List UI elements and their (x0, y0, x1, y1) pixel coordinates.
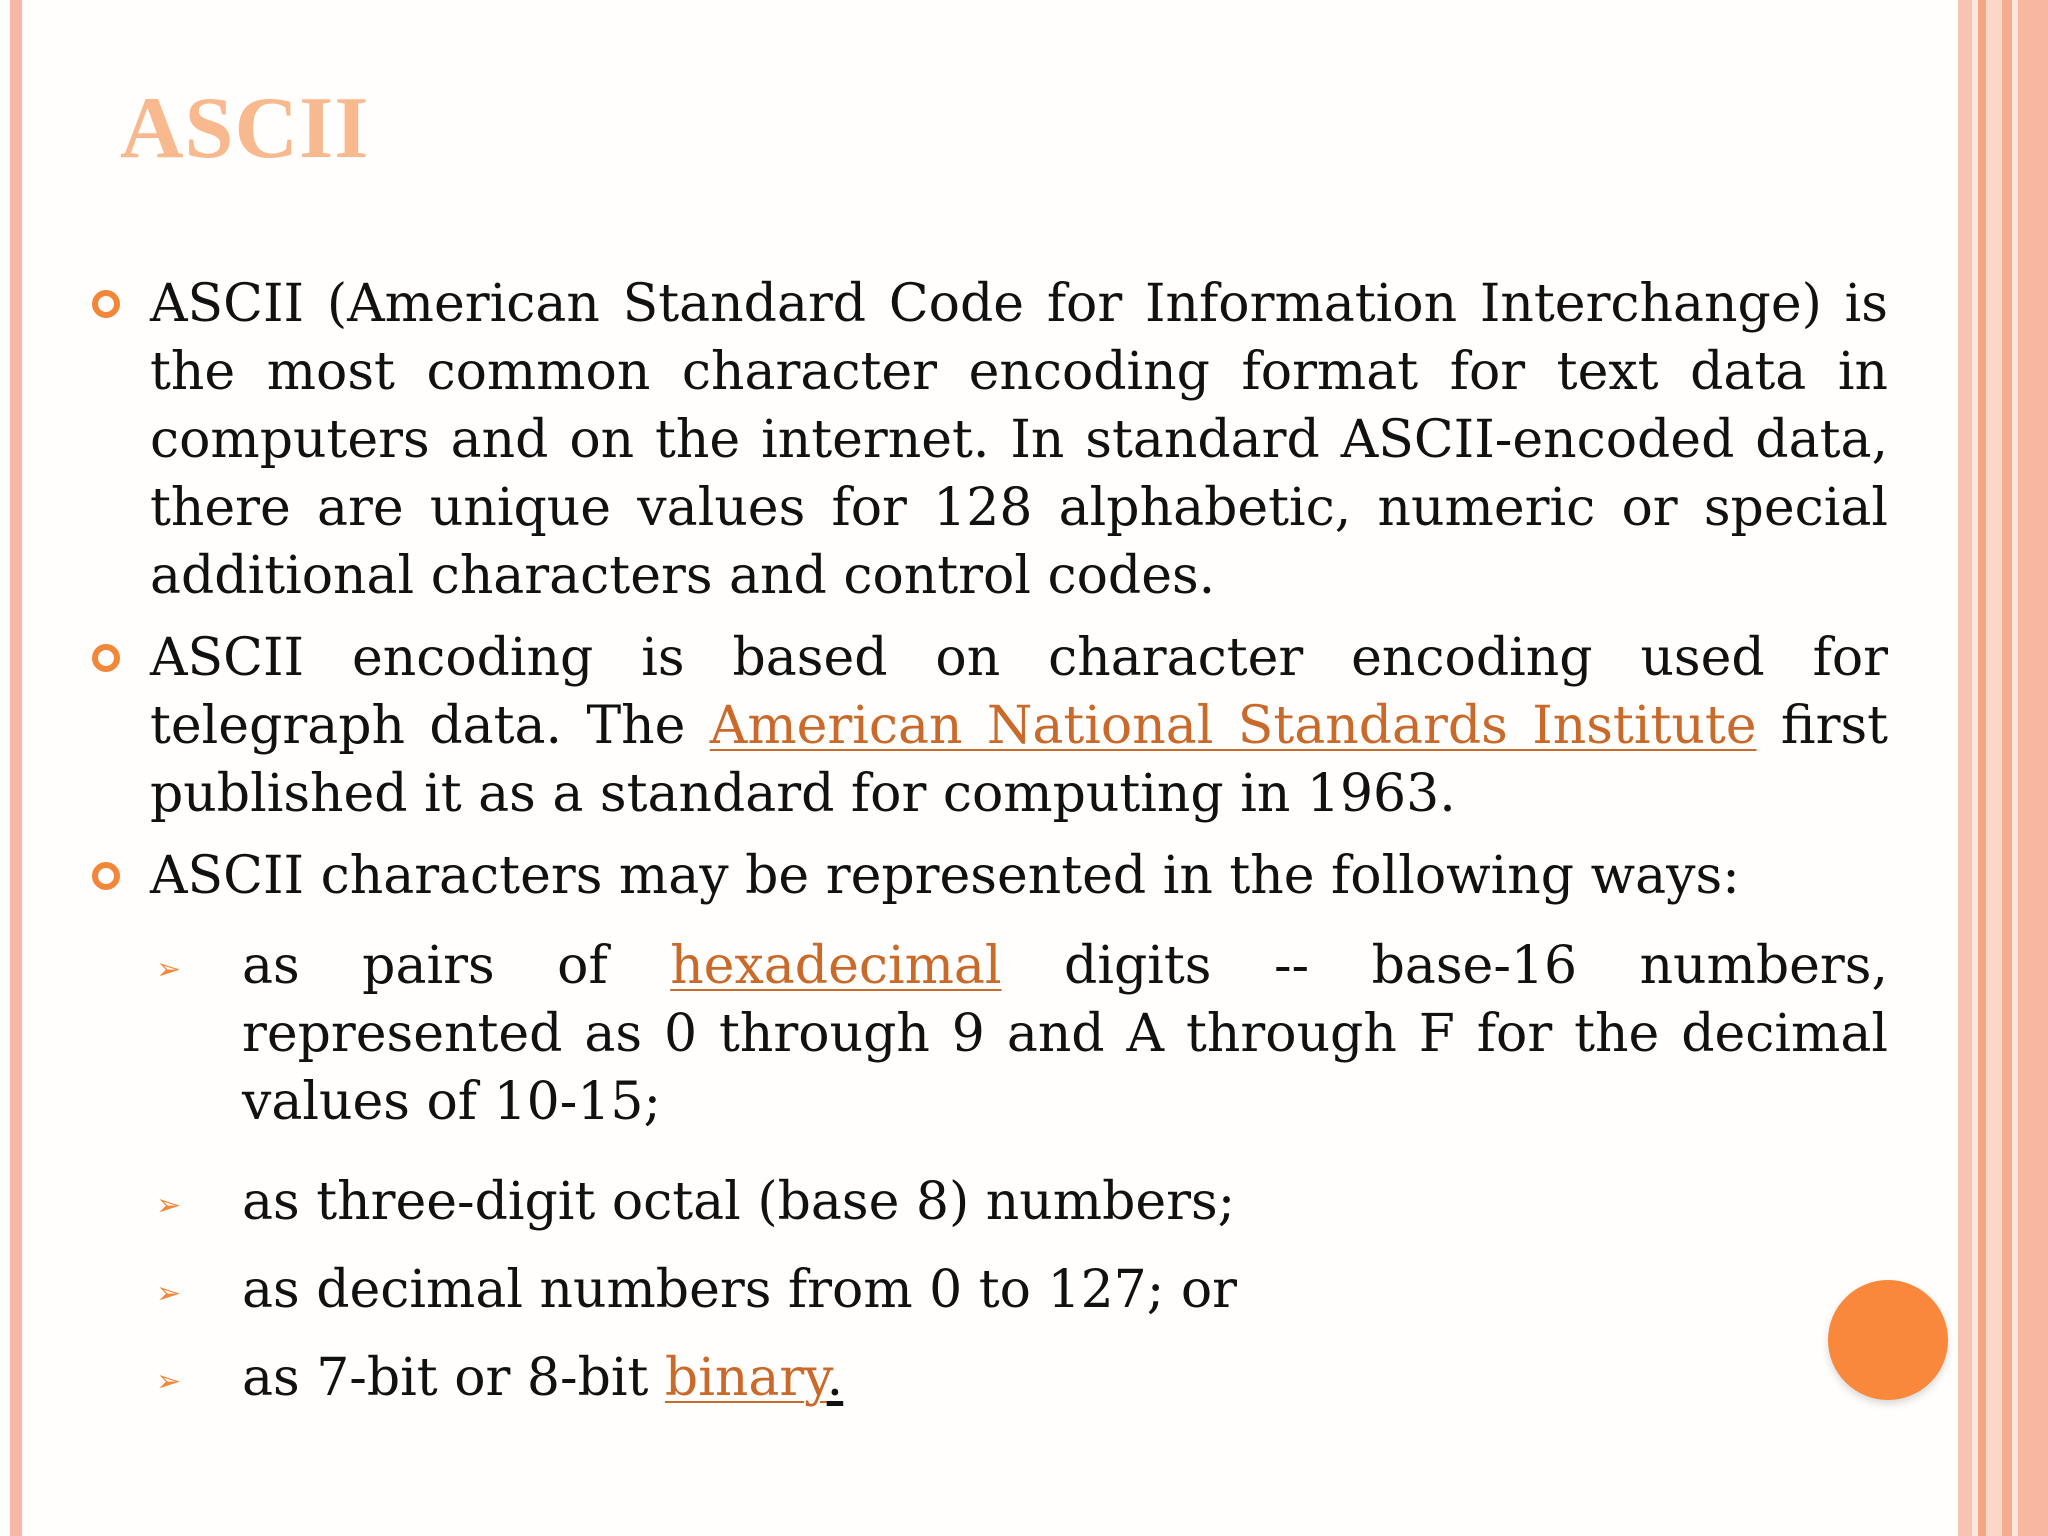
bullet-text: ASCII encoding is based on character encoding used for telegraph data. The (150, 628, 1888, 756)
bullet-text: ASCII (American Standard Code for Information Interchange) is the most common character encoding format for text data in computers and on the internet. In standard ASCII-encoded data, there are unique values for 128 alphabetic, numeric or special additional characters and control codes. (150, 274, 1888, 606)
arrow-bullet-icon: ➢ (156, 1276, 182, 1311)
binary-link[interactable]: binary (664, 1348, 827, 1408)
right-decor-stripe (1958, 0, 1972, 1536)
bullet-text: first published it as a standard for computing in 1963. (150, 696, 1889, 824)
sub-bullet-item (88, 932, 1888, 1136)
left-border-stripe (10, 0, 22, 1536)
hexadecimal-link[interactable]: hexadecimal (670, 936, 1002, 996)
bullet-text: ASCII characters may be represented in the following ways: (150, 846, 1740, 906)
sub-bullet-text: . (826, 1348, 844, 1408)
sub-bullet-item (88, 1256, 1888, 1324)
sub-bullet-text: as decimal numbers from 0 to 127; or (242, 1260, 1237, 1320)
slide-body (88, 270, 1888, 1432)
arrow-bullet-icon: ➢ (156, 1364, 182, 1399)
arrow-bullet-icon: ➢ (156, 952, 182, 987)
sub-bullet-text: as 7-bit or 8-bit (242, 1348, 665, 1408)
arrow-bullet-icon: ➢ (156, 1188, 182, 1223)
ansi-link[interactable]: American National Standards Institute (709, 696, 1757, 756)
right-decor-stripe (2018, 0, 2048, 1536)
bullet-item (88, 270, 1888, 610)
slide-title: ASCII (120, 80, 370, 177)
sub-bullet-text: digits -- base-16 numbers, represented as 0 through 9 and A through F for the decimal values of 10-15; (242, 936, 1888, 1132)
sub-bullet-item (88, 1344, 1888, 1412)
bullet-item (88, 842, 1888, 910)
ring-bullet-icon (92, 290, 120, 318)
right-decor-stripe (2002, 0, 2012, 1536)
right-decor-stripe (1978, 0, 1986, 1536)
accent-circle (1828, 1280, 1948, 1400)
ring-bullet-icon (92, 644, 120, 672)
sub-bullet-text: as three-digit octal (base 8) numbers; (242, 1172, 1236, 1232)
bullet-item (88, 624, 1888, 828)
right-decor-stripe (1986, 0, 2002, 1536)
sub-bullet-text: as pairs of (242, 936, 671, 996)
ring-bullet-icon (92, 862, 120, 890)
sub-bullet-item (88, 1168, 1888, 1236)
